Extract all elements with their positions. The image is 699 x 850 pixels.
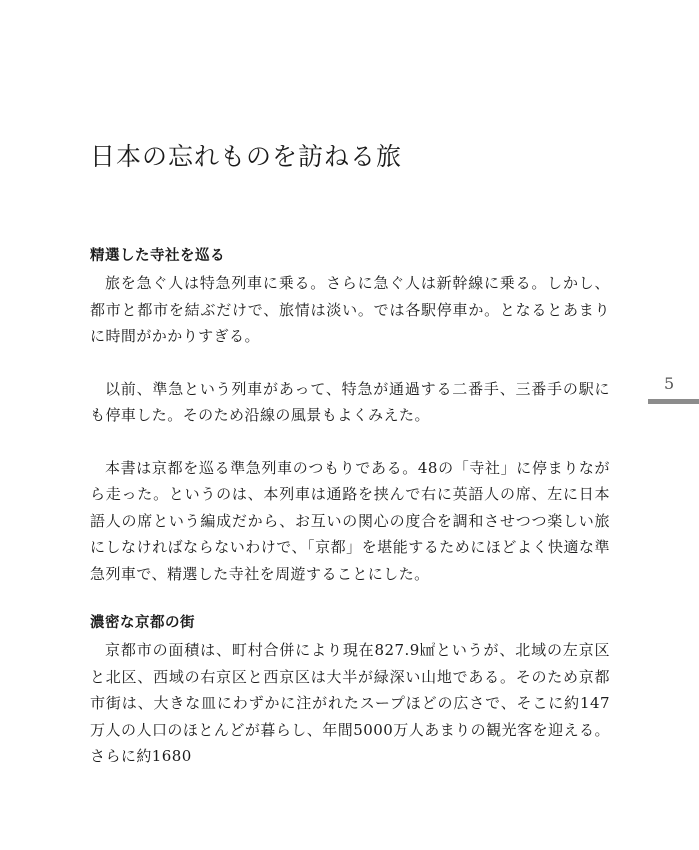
page-number: 5 <box>664 374 675 393</box>
page-title: 日本の忘れものを訪ねる旅 <box>90 142 403 171</box>
section-heading-2: 濃密な京都の街 <box>90 615 195 631</box>
paragraph: 旅を急ぐ人は特急列車に乗る。さらに急ぐ人は新幹線に乗る。しかし、都市と都市を結ぶだけで、旅情は淡い。では各駅停車か。となるとあまりに時間がかかりすぎる。 <box>90 274 610 345</box>
body-text <box>90 244 610 770</box>
section-heading-1: 精選した寺社を巡る <box>90 248 225 264</box>
paragraph: 京都市の面積は、町村合併により現在827.9㎢というが、北域の左京区と北区、西域の右京区と西京区は大半が緑深い山地である。そのため京都市街は、大きな皿にわずかに注がれたスープほどの広さで、そこに約147万人の人口のほとんどが暮らし、年間5000万人あまりの観光客を迎える。さらに約1680 <box>90 641 610 765</box>
paragraph: 以前、準急という列車があって、特急が通過する二番手、三番手の駅にも停車した。そのため沿線の風景もよくみえた。 <box>90 379 610 424</box>
thumb-index-tab <box>648 399 699 404</box>
paragraph: 本書は京都を巡る準急列車のつもりである。48の「寺社」に停まりながら走った。というのは、本列車は通路を挟んで右に英語人の席、左に日本語人の席という編成だから、お互いの関心の度合を調和させつつ楽しい旅にしなければならないわけで、「京都」を堪能するためにほどよく快適な準急列車で、精選した寺社を周遊することにした。 <box>90 458 610 583</box>
